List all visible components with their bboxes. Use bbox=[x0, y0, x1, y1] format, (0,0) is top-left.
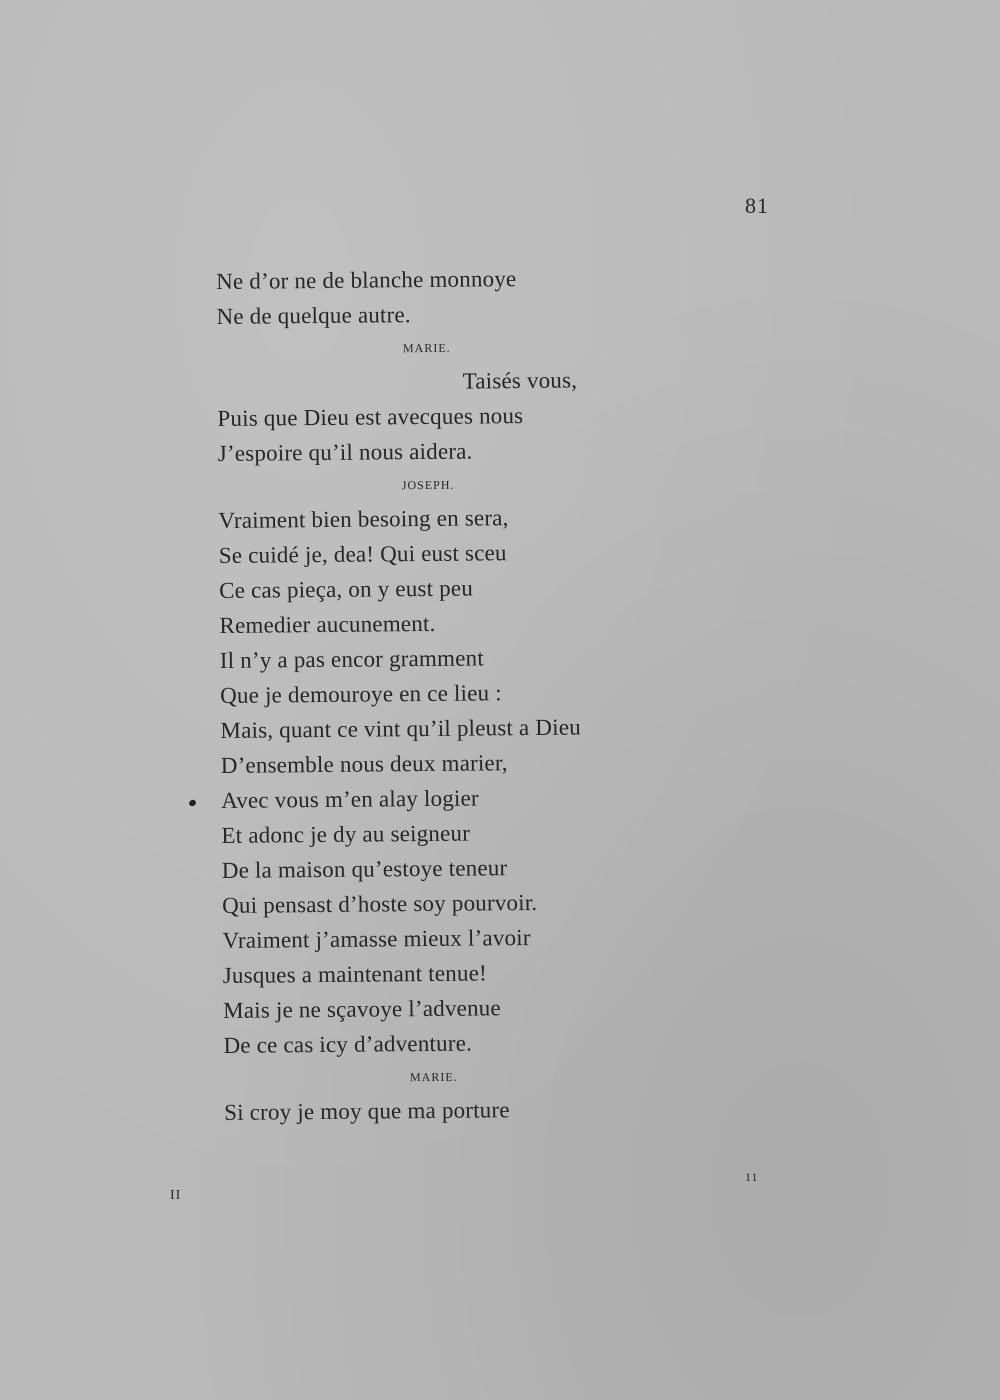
verse-line: Ne de quelque autre. bbox=[216, 302, 411, 329]
verse-line: De la maison qu’estoye teneur bbox=[221, 855, 508, 883]
verse-line: J’espoire qu’il nous aidera. bbox=[217, 438, 473, 466]
verse-line: Mais je ne sçavoye l’advenue bbox=[223, 995, 501, 1023]
signature-mark-right: 11 bbox=[745, 1170, 759, 1184]
verse-line: D’ensemble nous deux marier, bbox=[220, 750, 508, 778]
verse-line: Taisés vous, bbox=[462, 367, 578, 394]
verse-line: De ce cas icy d’adventure. bbox=[223, 1030, 473, 1058]
verse-line: Puis que Dieu est avecques nous bbox=[217, 403, 524, 431]
verse-line: Mais, quant ce vint qu’il pleust a Dieu bbox=[220, 714, 581, 743]
verse-line: Ne d’or ne de blanche monnoye bbox=[216, 266, 517, 294]
verse-line: Jusques a maintenant tenue! bbox=[222, 960, 488, 988]
signature-mark-left: II bbox=[170, 1188, 182, 1203]
speaker-name: MARIE. bbox=[409, 1069, 458, 1085]
ink-mark bbox=[188, 799, 197, 808]
speaker-name: MARIE. bbox=[402, 340, 451, 356]
verse-line: Avec vous m’en alay logier bbox=[221, 785, 479, 813]
verse-line: Qui pensast d’hoste soy pourvoir. bbox=[222, 889, 538, 918]
verse-line: Vraiment bien besoing en sera, bbox=[218, 505, 509, 533]
verse-line: Remedier aucunement. bbox=[219, 610, 436, 638]
verse-text bbox=[216, 260, 684, 1130]
speaker-name: JOSEPH. bbox=[401, 477, 455, 493]
verse-line: Se cuidé je, dea! Qui eust sceu bbox=[218, 540, 507, 568]
page-number: 81 bbox=[745, 193, 769, 218]
verse-line: Vraiment j’amasse mieux l’avoir bbox=[222, 925, 531, 953]
verse-line: Si croy je moy que ma porture bbox=[224, 1097, 510, 1125]
verse-line: Et adonc je dy au seigneur bbox=[221, 820, 471, 848]
verse-line: Il n’y a pas encor gramment bbox=[219, 645, 484, 673]
verse-line: Que je demouroye en ce lieu : bbox=[220, 680, 502, 708]
verse-line: Ce cas pieça, on y eust peu bbox=[219, 575, 474, 603]
